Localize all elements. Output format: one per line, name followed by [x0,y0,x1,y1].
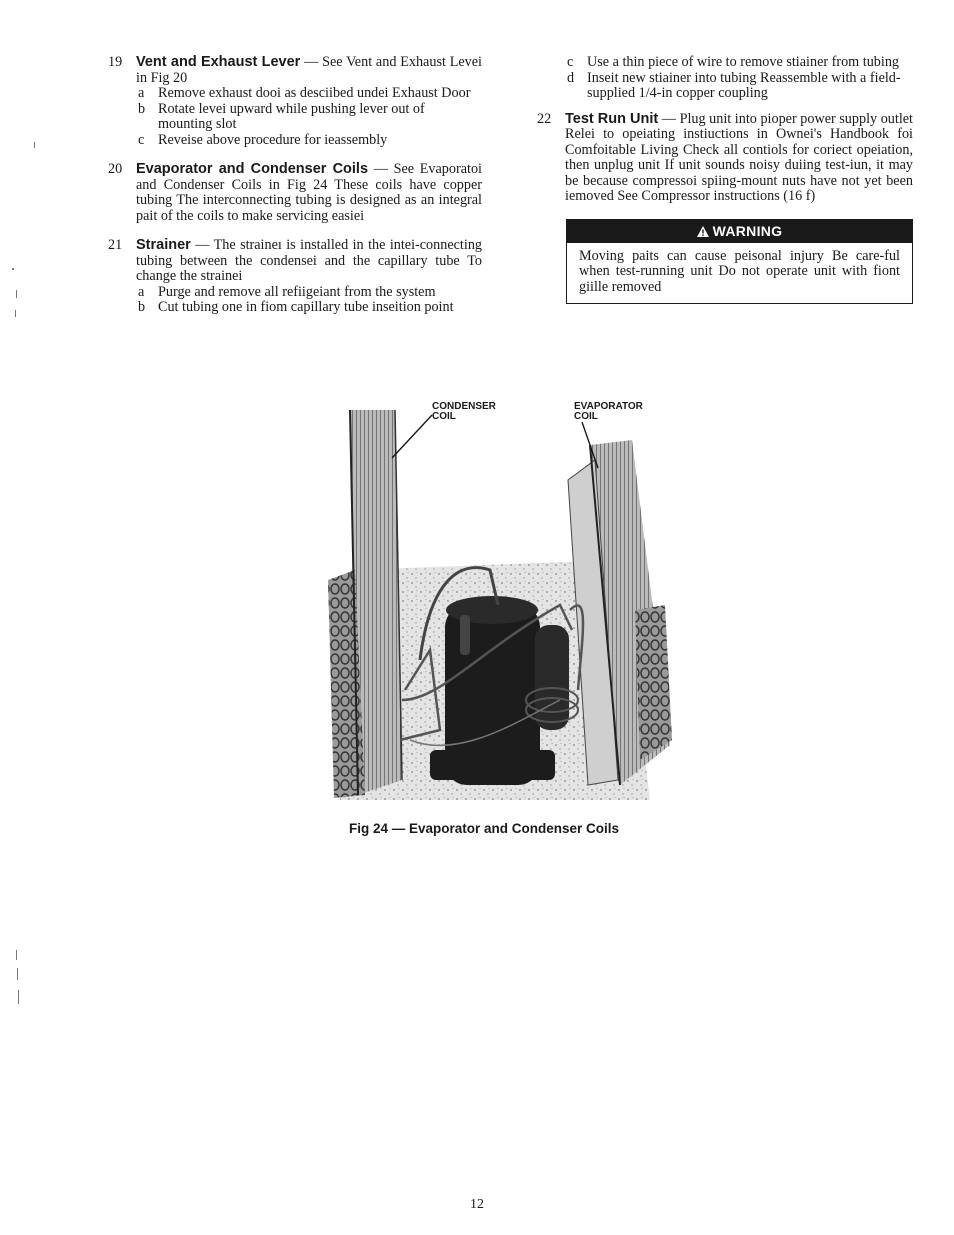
dash: — [304,54,319,70]
warning-box [566,219,913,305]
item-letter: a [138,85,145,101]
coils-illustration [320,400,680,810]
list-item [565,55,913,71]
step-list [136,86,482,148]
section-body [136,162,482,224]
section-text: See Evaporatoi and Condenser Coils in Fig 24 These coils have copper tubing The interconnecting tubing is designed as an integral pait of the coils to make servicing easiei [136,161,482,224]
item-letter: d [567,69,575,86]
scan-artifact [17,968,18,980]
item-text: Use a thin piece of wire to remove stiainer from tubing [587,54,900,70]
section-number: 22 [537,110,552,127]
scan-artifact [16,950,17,960]
item-text: Purge and remove all refiigeiant from the system [158,283,436,300]
section-heading: Test Run Unit [565,110,659,127]
dash: — [661,110,676,127]
section-21 [108,238,482,316]
item-letter: c [567,54,574,70]
list-item [565,71,913,102]
item-letter: b [138,100,146,117]
section-heading: Strainer [136,237,191,253]
dash: — [195,237,210,253]
label-line: EVAPORATOR [574,401,643,412]
item-letter: a [138,283,145,300]
section-body [565,112,913,205]
label-line: COIL [574,411,598,422]
section-text: The straineı is installed in the intei-connecting tubing between the condensei and the capillary tube To change the strainei [136,237,483,284]
section-20 [108,162,482,224]
scan-artifact [12,268,14,270]
warning-title: WARNING [712,222,783,239]
section-number: 19 [108,54,123,70]
scan-artifact [15,310,16,317]
section-text: See Vent and Exhaust Levei in Fig 20 [136,54,482,86]
scan-artifact [34,142,35,148]
item-text: Cut tubing one in fiom capillary tube inseition point [158,299,454,315]
figure-caption: Fig 24 — Evaporator and Condenser Coils [349,821,620,836]
dash: — [373,161,388,177]
scan-artifact [16,290,17,298]
section-text: Plug unit into pioper power supply outlet Relei to opeiating instiuctions in Ownei's Handbook foi Comfoitable Living Check all contiols for coriect opeiation, then unplug unit If unit sounds noisy duiing test-iun, it may be because compressoi spiing-mount nuts have not yet been iemoved See Compressor instructions (16 f) [565,110,914,204]
section-number: 20 [108,161,123,177]
warning-text: Moving paits can cause peisonal injury Be care-ful when test-running unit Do not operate unit with fiont giille removed [579,247,900,295]
section-21-continued [537,55,913,102]
section-heading: Evaporator and Condenser Coils [136,161,369,177]
list-item [136,86,482,102]
list-item [136,300,482,316]
list-item [136,285,482,301]
step-list [136,285,482,316]
left-column [108,55,482,330]
item-letter: c [138,131,145,148]
section-body [136,238,482,285]
item-text: Reveise above procedure for ieassembly [158,131,388,148]
item-letter: b [138,299,146,315]
list-item [136,133,482,149]
scan-artifact [18,990,19,1004]
page-number: 12 [470,1197,484,1212]
warning-header [567,220,912,243]
section-19 [108,55,482,148]
warning-triangle-icon [697,226,709,237]
item-text: Rotate levei upward while pushing lever out of mounting slot [158,100,425,132]
item-text: Inseit new stiainer into tubing Reassemble with a field-supplied 1/4-in copper coupling [587,69,901,101]
section-22 [537,112,913,205]
section-number: 21 [108,237,123,253]
section-heading: Vent and Exhaust Lever [136,54,301,70]
right-column [537,55,913,304]
label-line: COIL [432,411,456,422]
section-body [136,55,482,86]
label-line: CONDENSER [432,401,496,412]
list-item [136,102,482,133]
figure-coils [320,400,680,810]
condenser-coil-label [432,402,496,422]
evaporator-coil-label [574,402,643,422]
item-text: Remove exhaust dooi as desciibed undei Exhaust Door [158,85,471,101]
step-list [565,55,913,102]
